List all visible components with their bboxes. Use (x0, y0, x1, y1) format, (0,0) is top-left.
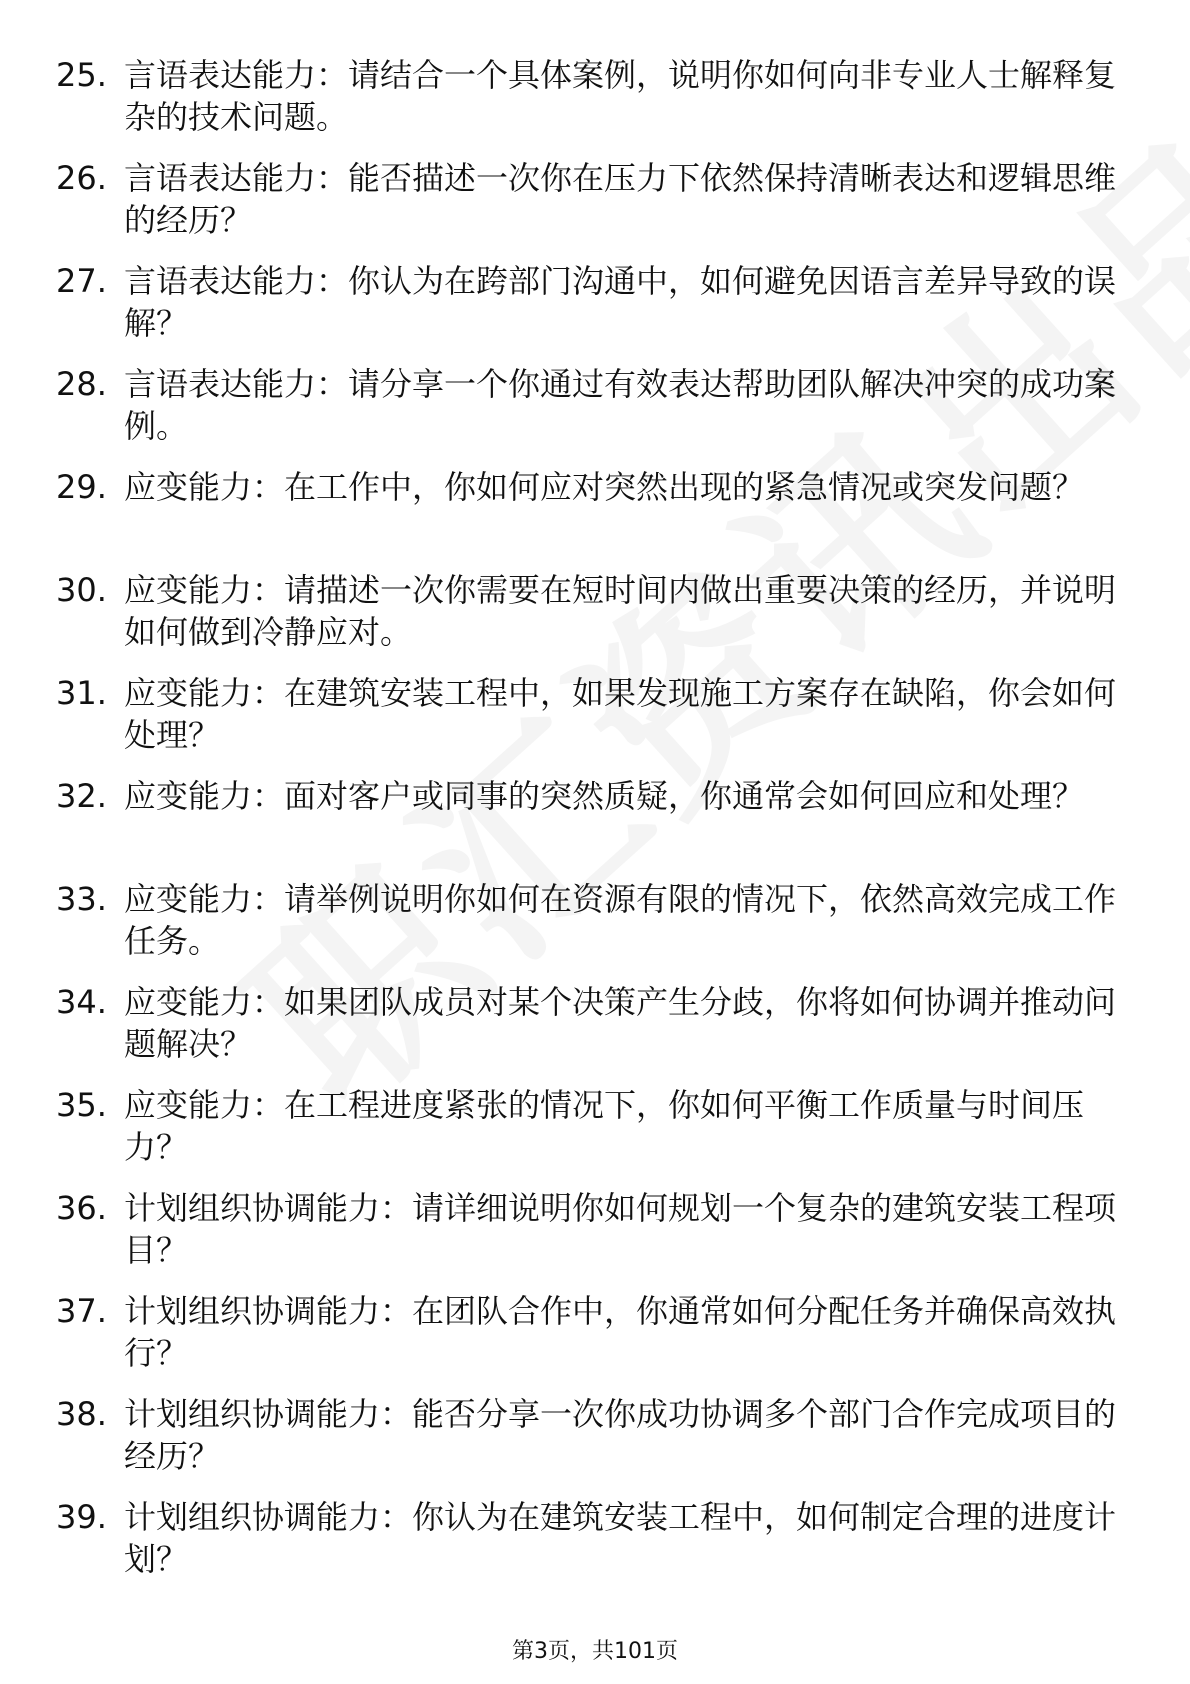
question-number: 31. (56, 674, 107, 712)
question-text: 言语表达能力：请分享一个你通过有效表达帮助团队解决冲突的成功案例。 (124, 365, 1117, 445)
question-text: 应变能力：在建筑安装工程中，如果发现施工方案存在缺陷，你会如何处理？ (124, 674, 1117, 754)
question-number: 25. (56, 56, 107, 94)
question-number: 37. (56, 1292, 107, 1330)
question-text: 计划组织协调能力：你认为在建筑安装工程中，如何制定合理的进度计划？ (124, 1498, 1117, 1578)
question-list (56, 54, 1116, 1599)
question-number: 39. (56, 1498, 107, 1536)
question-text: 言语表达能力：你认为在跨部门沟通中，如何避免因语言差异导致的误解？ (124, 262, 1117, 342)
list-item (56, 1393, 1116, 1477)
list-item (56, 672, 1116, 756)
list-item (56, 54, 1116, 138)
question-text: 应变能力：在工程进度紧张的情况下，你如何平衡工作质量与时间压力？ (124, 1086, 1085, 1166)
list-item (56, 157, 1116, 241)
question-text: 言语表达能力：能否描述一次你在压力下依然保持清晰表达和逻辑思维的经历？ (124, 159, 1117, 239)
question-text: 应变能力：请举例说明你如何在资源有限的情况下，依然高效完成工作任务。 (124, 880, 1117, 960)
list-item (56, 1496, 1116, 1580)
list-item (56, 1084, 1116, 1168)
list-item (56, 878, 1116, 962)
question-number: 30. (56, 571, 107, 609)
list-item (56, 1187, 1116, 1271)
question-number: 26. (56, 159, 107, 197)
question-text: 应变能力：面对客户或同事的突然质疑，你通常会如何回应和处理？ (124, 777, 1085, 815)
question-number: 27. (56, 262, 107, 300)
question-number: 33. (56, 880, 107, 918)
list-item (56, 981, 1116, 1065)
question-text: 言语表达能力：请结合一个具体案例，说明你如何向非专业人士解释复杂的技术问题。 (124, 56, 1117, 136)
list-item (56, 260, 1116, 344)
question-text: 应变能力：如果团队成员对某个决策产生分歧，你将如何协调并推动问题解决？ (124, 983, 1117, 1063)
question-text: 应变能力：请描述一次你需要在短时间内做出重要决策的经历，并说明如何做到冷静应对。 (124, 571, 1117, 651)
question-number: 29. (56, 468, 107, 506)
page-number-footer: 第3页，共101页 (512, 1639, 678, 1664)
question-number: 32. (56, 777, 107, 815)
question-number: 28. (56, 365, 107, 403)
list-item (56, 363, 1116, 447)
question-text: 应变能力：在工作中，你如何应对突然出现的紧急情况或突发问题？ (124, 468, 1085, 506)
question-text: 计划组织协调能力：在团队合作中，你通常如何分配任务并确保高效执行？ (124, 1292, 1117, 1372)
question-text: 计划组织协调能力：请详细说明你如何规划一个复杂的建筑安装工程项目？ (124, 1189, 1117, 1269)
list-item (56, 569, 1116, 653)
question-number: 35. (56, 1086, 107, 1124)
question-text: 计划组织协调能力：能否分享一次你成功协调多个部门合作完成项目的经历？ (124, 1395, 1117, 1475)
list-item (56, 1290, 1116, 1374)
question-number: 38. (56, 1395, 107, 1433)
question-number: 34. (56, 983, 107, 1021)
list-item (56, 466, 1116, 550)
question-number: 36. (56, 1189, 107, 1227)
list-item (56, 775, 1116, 859)
